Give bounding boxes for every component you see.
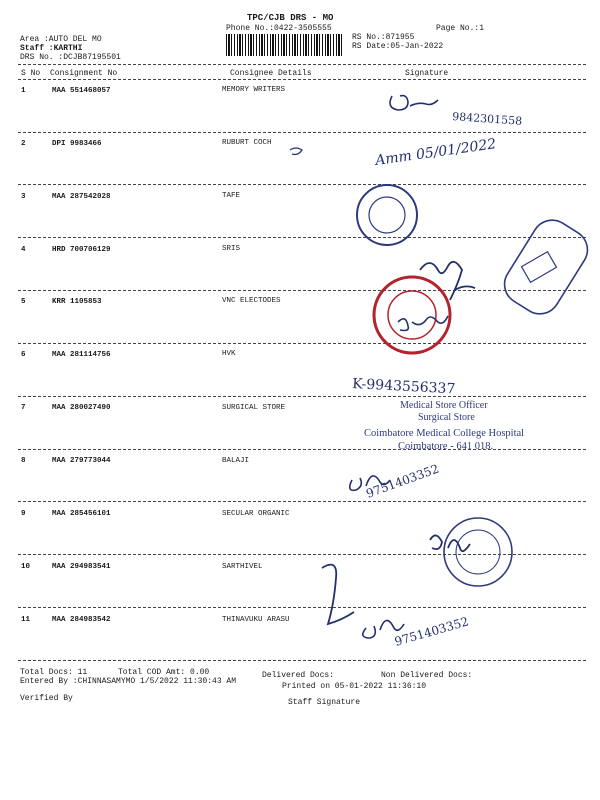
row-sno: 8	[21, 457, 26, 465]
row-consignee: SECULAR ORGANIC	[222, 510, 290, 518]
rs-number: RS No.:871955	[352, 33, 415, 42]
medical-store-stamp	[364, 400, 524, 452]
row-sno: 11	[21, 616, 31, 624]
non-delivered-docs: Non Delivered Docs:	[381, 671, 473, 680]
rs-date: RS Date:05-Jan-2022	[352, 42, 444, 51]
signature-row-5	[398, 316, 448, 331]
drs-number: DRS No. :DCJB87195501	[20, 53, 121, 62]
staff-label: Staff :KARTHI	[20, 44, 83, 53]
total-cod-amount: Total COD Amt: 0.00	[118, 668, 210, 677]
row-consignee: BALAJI	[222, 457, 250, 465]
svg-text:Coimbatore Medical College Hos: Coimbatore Medical College Hospital	[364, 428, 525, 439]
signature-row-1	[390, 96, 438, 110]
signature-row-9	[430, 535, 470, 551]
row-consignment: MAA 280027490	[52, 404, 111, 412]
handwritten-phone-row-8: 9751403352	[364, 461, 441, 501]
svg-text:Medical Store Officer: Medical Store Officer	[400, 400, 488, 411]
svg-text:Surgical Store: Surgical Store	[418, 412, 475, 423]
row-consignment: MAA 551468057	[52, 87, 111, 95]
column-consignment: Consignment No	[50, 69, 118, 78]
document-title: TPC/CJB DRS - MO	[247, 13, 334, 23]
row-sno: 9	[21, 510, 26, 518]
row-consignment: MAA 287542028	[52, 193, 111, 201]
column-sno: S No	[21, 69, 41, 78]
printed-on: Printed on 05-01-2022 11:36:10	[282, 682, 427, 691]
row-sno: 1	[21, 87, 26, 95]
row-consignment: MAA 284983542	[52, 616, 111, 624]
row-consignment: KRR 1105853	[52, 298, 102, 306]
row-consignment: HRD 700706129	[52, 246, 111, 254]
column-signature: Signature	[405, 69, 449, 78]
row-consignment: MAA 294983541	[52, 563, 111, 571]
row-consignee: MEMORY WRITERS	[222, 86, 286, 94]
handwritten-phone-row-11: 9751403352	[392, 614, 471, 649]
staff-signature: Staff Signature	[288, 698, 361, 707]
row-consignee: HVK	[222, 350, 236, 358]
total-docs: Total Docs: 11	[20, 668, 88, 677]
rectangular-stamp	[497, 213, 595, 322]
row-sno: 7	[21, 404, 26, 412]
handwritten-signature-row-2: Amm 05/01/2022	[374, 136, 498, 169]
row-consignee: SRIS	[222, 245, 241, 253]
row-consignment: MAA 281114756	[52, 351, 111, 359]
delivered-docs: Delivered Docs:	[262, 671, 335, 680]
tafe-stamp	[357, 185, 417, 245]
handwritten-phone-row-6: K-9943556337	[351, 376, 456, 398]
row-sno: 4	[21, 246, 26, 254]
handwritten-phone-row-1: 9842301558	[451, 110, 523, 128]
signature-row-10	[322, 565, 354, 624]
row-consignee: VNC ELECTODES	[222, 297, 281, 305]
row-consignee: SARTHIVEL	[222, 563, 263, 571]
phone-number: Phone No.:0422-3505555	[226, 24, 332, 33]
vnc-electrodes-stamp	[374, 277, 450, 353]
row-consignment: MAA 279773044	[52, 457, 111, 465]
row-consignee: SURGICAL STORE	[222, 404, 286, 412]
row-consignee: TAFE	[222, 192, 241, 200]
round-stamp	[444, 518, 512, 586]
verified-by: Verified By	[20, 694, 73, 703]
row-consignment: DPI 9983466	[52, 140, 102, 148]
area-label: Area :AUTO DEL MO	[20, 35, 102, 44]
row-sno: 2	[21, 140, 26, 148]
row-sno: 10	[21, 563, 31, 571]
row-sno: 3	[21, 193, 26, 201]
entered-by: Entered By :CHINNASAMYMO 1/5/2022 11:30:43 AM	[20, 677, 237, 686]
svg-text:Coimbatore - 641 018.: Coimbatore - 641 018.	[398, 441, 494, 452]
row-sno: 6	[21, 351, 26, 359]
row-consignee: THINAVUKU ARASU	[222, 616, 290, 624]
page-number: Page No.:1	[436, 24, 485, 33]
signature-row-2	[290, 148, 302, 155]
row-consignee: RUBURT COCH	[222, 139, 272, 147]
column-consignee: Consignee Details	[230, 69, 312, 78]
row-sno: 5	[21, 298, 26, 306]
row-consignment: MAA 285456101	[52, 510, 111, 518]
